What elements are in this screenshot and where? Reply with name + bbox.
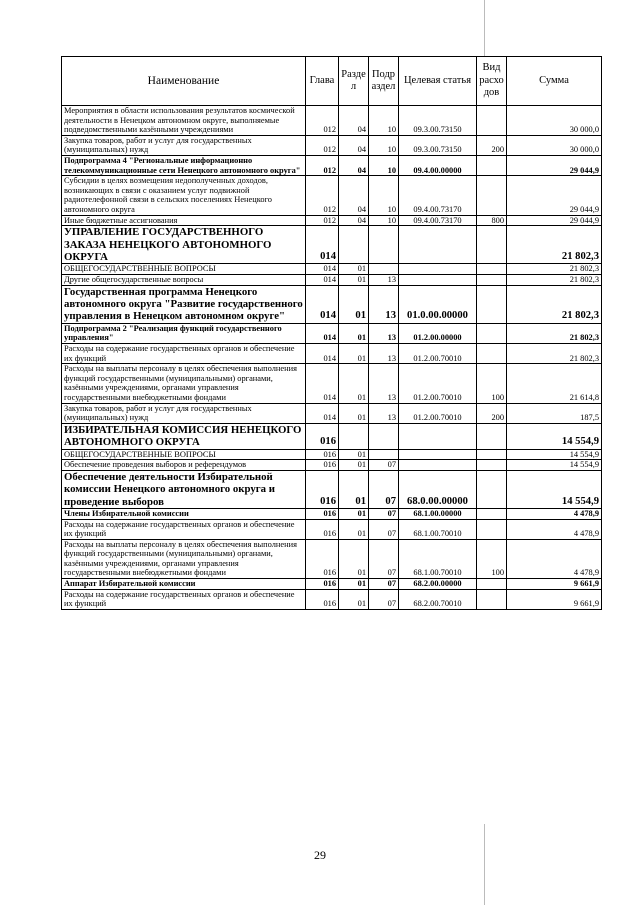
cell-target: 09.3.00.73150	[399, 106, 477, 136]
cell-razdel: 01	[339, 364, 369, 403]
table-row	[62, 343, 602, 363]
header-sum: Сумма	[507, 57, 602, 106]
table-row	[62, 135, 602, 155]
table-row	[62, 264, 602, 275]
cell-razdel: 04	[339, 176, 369, 215]
cell-razdel: 01	[339, 403, 369, 423]
cell-podrazdel	[369, 226, 399, 264]
cell-vid	[477, 323, 507, 343]
cell-podrazdel: 07	[369, 539, 399, 578]
cell-target: 68.2.00.70010	[399, 589, 477, 609]
cell-vid	[477, 460, 507, 471]
cell-sum: 14 554,9	[507, 423, 602, 449]
cell-vid	[477, 579, 507, 590]
cell-glava: 014	[306, 274, 339, 285]
cell-razdel	[339, 226, 369, 264]
cell-podrazdel	[369, 449, 399, 460]
cell-target	[399, 449, 477, 460]
table-row	[62, 323, 602, 343]
cell-vid	[477, 343, 507, 363]
cell-target: 68.1.00.70010	[399, 539, 477, 578]
cell-name: Закупка товаров, работ и услуг для государственных (муниципальных) нужд	[62, 135, 306, 155]
cell-name: Расходы на содержание государственных органов и обеспечение их функций	[62, 589, 306, 609]
cell-razdel: 01	[339, 589, 369, 609]
cell-sum: 21 802,3	[507, 323, 602, 343]
cell-sum: 21 802,3	[507, 274, 602, 285]
cell-sum: 21 802,3	[507, 264, 602, 275]
cell-name: Обеспечение проведения выборов и референдумов	[62, 460, 306, 471]
cell-glava: 016	[306, 508, 339, 519]
cell-podrazdel	[369, 264, 399, 275]
table-row	[62, 460, 602, 471]
cell-sum: 30 000,0	[507, 106, 602, 136]
cell-vid	[477, 519, 507, 539]
header-name: Наименование	[62, 57, 306, 106]
cell-vid: 100	[477, 364, 507, 403]
table-row	[62, 589, 602, 609]
cell-vid: 200	[477, 403, 507, 423]
cell-glava: 014	[306, 364, 339, 403]
cell-name: ОБЩЕГОСУДАРСТВЕННЫЕ ВОПРОСЫ	[62, 264, 306, 275]
cell-name: Расходы на содержание государственных органов и обеспечение их функций	[62, 343, 306, 363]
cell-glava: 012	[306, 135, 339, 155]
page-number: 29	[314, 848, 326, 862]
table-row	[62, 274, 602, 285]
cell-sum: 187,5	[507, 403, 602, 423]
table-row	[62, 155, 602, 175]
cell-vid: 800	[477, 215, 507, 226]
margin-mark-bottom	[484, 824, 485, 905]
cell-target: 01.0.00.00000	[399, 285, 477, 323]
cell-sum: 14 554,9	[507, 449, 602, 460]
table-row	[62, 403, 602, 423]
cell-glava: 016	[306, 539, 339, 578]
cell-glava: 012	[306, 176, 339, 215]
cell-sum: 21 802,3	[507, 285, 602, 323]
cell-vid	[477, 589, 507, 609]
cell-target: 09.3.00.73150	[399, 135, 477, 155]
cell-target	[399, 274, 477, 285]
table-row	[62, 285, 602, 323]
table-row	[62, 106, 602, 136]
table-row	[62, 449, 602, 460]
cell-target	[399, 226, 477, 264]
cell-target	[399, 423, 477, 449]
cell-target	[399, 460, 477, 471]
cell-name: Другие общегосударственные вопросы	[62, 274, 306, 285]
cell-podrazdel: 13	[369, 285, 399, 323]
cell-glava: 014	[306, 343, 339, 363]
cell-glava: 016	[306, 579, 339, 590]
cell-glava: 012	[306, 155, 339, 175]
cell-target	[399, 264, 477, 275]
cell-razdel: 01	[339, 508, 369, 519]
cell-glava: 014	[306, 226, 339, 264]
cell-sum: 4 478,9	[507, 508, 602, 519]
cell-sum: 29 044,9	[507, 215, 602, 226]
cell-glava: 014	[306, 403, 339, 423]
cell-razdel: 04	[339, 215, 369, 226]
cell-sum: 14 554,9	[507, 470, 602, 508]
cell-vid	[477, 508, 507, 519]
header-target: Целевая статья	[399, 57, 477, 106]
cell-podrazdel: 07	[369, 579, 399, 590]
cell-razdel	[339, 423, 369, 449]
cell-name: Обеспечение деятельности Избирательной комиссии Ненецкого автономного округа и проведение выборов	[62, 470, 306, 508]
cell-vid	[477, 449, 507, 460]
cell-razdel: 01	[339, 274, 369, 285]
cell-glava: 016	[306, 589, 339, 609]
cell-sum: 29 044,9	[507, 155, 602, 175]
cell-glava: 016	[306, 449, 339, 460]
cell-razdel: 04	[339, 155, 369, 175]
cell-target: 68.0.00.00000	[399, 470, 477, 508]
cell-target: 09.4.00.00000	[399, 155, 477, 175]
cell-target: 68.1.00.70010	[399, 519, 477, 539]
cell-vid: 100	[477, 539, 507, 578]
table-row	[62, 176, 602, 215]
cell-name: ИЗБИРАТЕЛЬНАЯ КОМИССИЯ НЕНЕЦКОГО АВТОНОМНОГО ОКРУГА	[62, 423, 306, 449]
margin-mark-top	[484, 0, 485, 56]
cell-vid	[477, 423, 507, 449]
cell-name: Иные бюджетные ассигнования	[62, 215, 306, 226]
cell-target: 68.1.00.00000	[399, 508, 477, 519]
table-row	[62, 508, 602, 519]
cell-sum: 30 000,0	[507, 135, 602, 155]
cell-glava: 014	[306, 264, 339, 275]
table-row	[62, 215, 602, 226]
cell-name: Подпрограмма 4 "Региональные информационно телекоммуникационные сети Ненецкого автономного округа"	[62, 155, 306, 175]
cell-vid	[477, 285, 507, 323]
cell-target: 01.2.00.70010	[399, 403, 477, 423]
cell-vid	[477, 226, 507, 264]
cell-podrazdel: 13	[369, 403, 399, 423]
table-header-row	[62, 57, 602, 106]
cell-name: Подпрограмма 2 "Реализация функций государственного управления"	[62, 323, 306, 343]
cell-podrazdel	[369, 423, 399, 449]
cell-name: Расходы на выплаты персоналу в целях обеспечения выполнения функций государственными (муниципальными) органами, казёнными учреждениями, органами управления государственными внебюджетными фондами	[62, 539, 306, 578]
table-row	[62, 539, 602, 578]
cell-sum: 29 044,9	[507, 176, 602, 215]
cell-name: Мероприятия в области использования результатов космической деятельности в Ненецком автономном округе, выполняемые подведомственными казёнными учреждениями	[62, 106, 306, 136]
cell-podrazdel: 10	[369, 176, 399, 215]
cell-vid	[477, 274, 507, 285]
cell-razdel: 01	[339, 323, 369, 343]
cell-vid	[477, 106, 507, 136]
table-row	[62, 423, 602, 449]
cell-podrazdel: 13	[369, 343, 399, 363]
cell-sum: 4 478,9	[507, 519, 602, 539]
cell-glava: 016	[306, 423, 339, 449]
cell-razdel: 01	[339, 285, 369, 323]
cell-target: 01.2.00.70010	[399, 343, 477, 363]
cell-razdel: 01	[339, 539, 369, 578]
cell-name: ОБЩЕГОСУДАРСТВЕННЫЕ ВОПРОСЫ	[62, 449, 306, 460]
cell-sum: 9 661,9	[507, 589, 602, 609]
cell-sum: 14 554,9	[507, 460, 602, 471]
table-row	[62, 470, 602, 508]
cell-target: 01.2.00.70010	[399, 364, 477, 403]
cell-razdel: 01	[339, 264, 369, 275]
cell-sum: 4 478,9	[507, 539, 602, 578]
cell-sum: 9 661,9	[507, 579, 602, 590]
table-row	[62, 519, 602, 539]
cell-name: Субсидии в целях возмещения недополученных доходов, возникающих в связи с оказанием услуг подвижной радиотелефонной связи в сельских поселениях Ненецкого автономного округа	[62, 176, 306, 215]
cell-glava: 016	[306, 470, 339, 508]
cell-podrazdel: 07	[369, 460, 399, 471]
cell-razdel: 01	[339, 519, 369, 539]
cell-sum: 21 614,8	[507, 364, 602, 403]
cell-glava: 014	[306, 323, 339, 343]
cell-razdel: 01	[339, 579, 369, 590]
cell-name: УПРАВЛЕНИЕ ГОСУДАРСТВЕННОГО ЗАКАЗА НЕНЕЦКОГО АВТОНОМНОГО ОКРУГА	[62, 226, 306, 264]
cell-podrazdel: 10	[369, 106, 399, 136]
cell-vid: 200	[477, 135, 507, 155]
header-glava: Глава	[306, 57, 339, 106]
cell-podrazdel: 13	[369, 364, 399, 403]
cell-razdel: 01	[339, 449, 369, 460]
cell-glava: 012	[306, 106, 339, 136]
cell-podrazdel: 07	[369, 519, 399, 539]
cell-sum: 21 802,3	[507, 226, 602, 264]
cell-name: Члены Избирательной комиссии	[62, 508, 306, 519]
cell-vid	[477, 470, 507, 508]
cell-razdel: 01	[339, 343, 369, 363]
cell-razdel: 01	[339, 460, 369, 471]
cell-target: 09.4.00.73170	[399, 176, 477, 215]
cell-razdel: 04	[339, 135, 369, 155]
cell-name: Расходы на содержание государственных органов и обеспечение их функций	[62, 519, 306, 539]
cell-glava: 016	[306, 519, 339, 539]
cell-glava: 012	[306, 215, 339, 226]
header-podrazdel: Подр аздел	[369, 57, 399, 106]
cell-podrazdel: 07	[369, 508, 399, 519]
cell-name: Аппарат Избирательной комиссии	[62, 579, 306, 590]
budget-table	[61, 56, 602, 610]
cell-target: 01.2.00.00000	[399, 323, 477, 343]
cell-name: Государственная программа Ненецкого автономного округа "Развитие государственного управления в Ненецком автономном округе"	[62, 285, 306, 323]
table-row	[62, 226, 602, 264]
cell-target: 68.2.00.00000	[399, 579, 477, 590]
cell-podrazdel: 10	[369, 135, 399, 155]
cell-podrazdel: 07	[369, 589, 399, 609]
cell-glava: 014	[306, 285, 339, 323]
cell-name: Закупка товаров, работ и услуг для государственных (муниципальных) нужд	[62, 403, 306, 423]
table-row	[62, 364, 602, 403]
cell-vid	[477, 176, 507, 215]
cell-podrazdel: 13	[369, 274, 399, 285]
cell-podrazdel: 07	[369, 470, 399, 508]
cell-vid	[477, 155, 507, 175]
cell-razdel: 01	[339, 470, 369, 508]
table-row	[62, 579, 602, 590]
cell-target: 09.4.00.73170	[399, 215, 477, 226]
header-vid: Вид расхо дов	[477, 57, 507, 106]
cell-name: Расходы на выплаты персоналу в целях обеспечения выполнения функций государственными (муниципальными) органами, казёнными учреждениями, органами управления государственными внебюджетными фондами	[62, 364, 306, 403]
cell-podrazdel: 13	[369, 323, 399, 343]
cell-sum: 21 802,3	[507, 343, 602, 363]
cell-podrazdel: 10	[369, 215, 399, 226]
cell-glava: 016	[306, 460, 339, 471]
cell-vid	[477, 264, 507, 275]
header-razdel: Разде л	[339, 57, 369, 106]
cell-podrazdel: 10	[369, 155, 399, 175]
cell-razdel: 04	[339, 106, 369, 136]
